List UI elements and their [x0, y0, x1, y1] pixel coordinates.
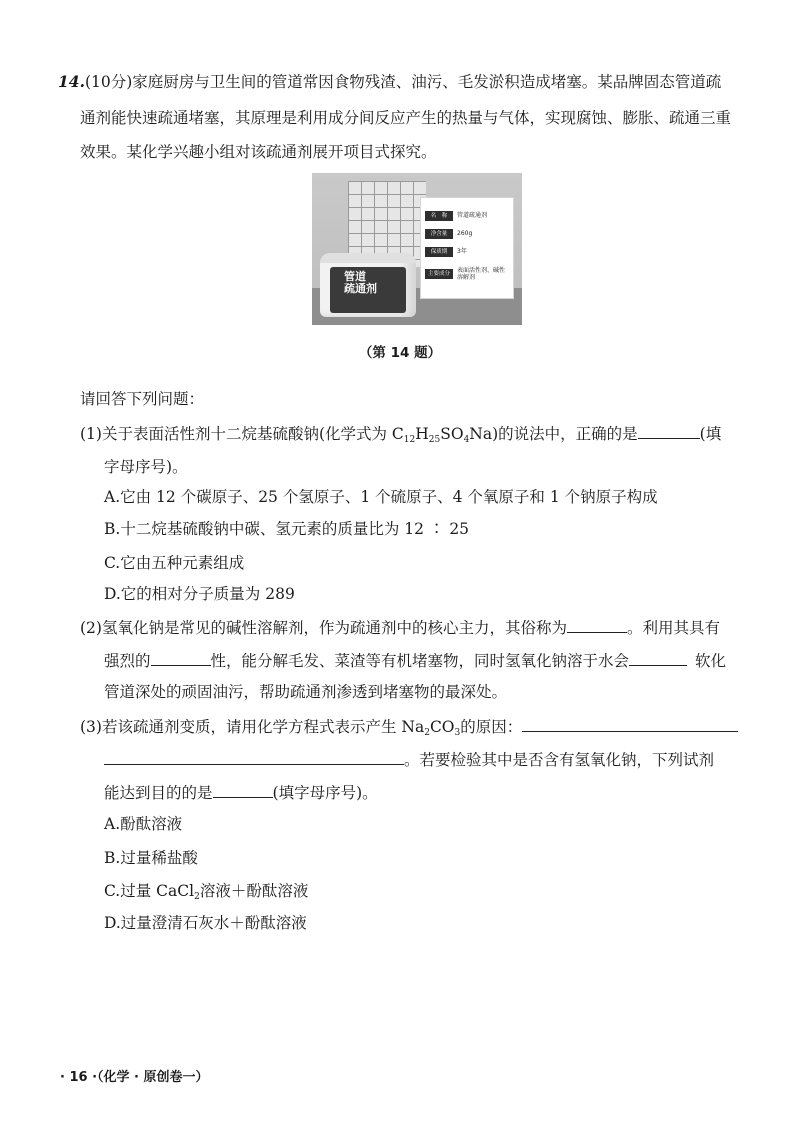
subscript: 4 [463, 435, 470, 445]
q1-text: SO [440, 425, 464, 443]
q2-blank-property[interactable] [151, 647, 211, 666]
q2-line-1 [80, 614, 720, 638]
jar-text-line-1: 管道 [344, 270, 366, 283]
subscript: 3 [454, 728, 461, 738]
card-value: 表面活性剂、碱性溶解剂 [457, 267, 506, 281]
q3-line-3 [104, 779, 378, 803]
q1-answer-blank[interactable] [638, 420, 700, 439]
q3-text: 。若要检验其中是否含有氢氧化钠，下列试剂 [404, 751, 715, 769]
card-row-name [425, 210, 487, 221]
q3-text: (填字母序号)。 [272, 784, 378, 802]
subscript: 2 [194, 892, 200, 902]
q1-option-a: A.它由 12 个碳原子、25 个氢原子、1 个硫原子、4 个氧原子和 1 个钠原子构成 [104, 488, 658, 506]
q3-text: 能达到目的的是 [104, 784, 213, 802]
card-row-weight [425, 228, 472, 239]
q3-line-2 [104, 746, 714, 770]
question-points: (10分) [84, 73, 133, 91]
question-number: 14. [58, 72, 85, 91]
q3-text: (3)若该疏通剂变质，请用化学方程式表示产生 Na [80, 718, 425, 736]
q2-text: 性，能分解毛发、菜渣等有机堵塞物，同时氢氧化钠溶于水会 [210, 652, 630, 670]
jar-text-line-2: 疏通剂 [344, 282, 377, 295]
q3-equation-blank-2[interactable] [104, 746, 404, 765]
card-value: 管道疏通剂 [457, 212, 488, 219]
card-key: 净含量 [425, 229, 453, 239]
q1-text: H [415, 425, 429, 443]
jar-label [330, 267, 406, 313]
card-key: 名 称 [425, 211, 453, 221]
card-row-shelf-life [425, 246, 467, 257]
q1-text: (1)关于表面活性剂十二烷基硫酸钠(化学式为 C [80, 425, 404, 443]
q3-equation-blank-1[interactable] [522, 713, 738, 732]
q3-option-d: D.过量澄清石灰水＋酚酞溶液 [104, 914, 307, 932]
q3-line-1 [80, 713, 738, 738]
q1-line-1 [80, 420, 721, 445]
q3-option-c [104, 879, 308, 902]
q3-option-b: B.过量稀盐酸 [104, 849, 198, 867]
q3-text: 溶液＋酚酞溶液 [199, 882, 309, 900]
q2-text: 软化 [695, 652, 727, 670]
subscript: 2 [424, 728, 430, 738]
jar-label-text [344, 271, 377, 295]
q1-option-c: C.它由五种元素组成 [104, 554, 245, 572]
q3-text: C.过量 CaCl [104, 882, 195, 900]
q3-option-a: A.酚酞溶液 [104, 815, 183, 833]
question-intro-line-1 [58, 70, 721, 92]
question-intro-line-3: 效果。某化学兴趣小组对该疏通剂展开项目式探究。 [80, 143, 437, 161]
q3-text: CO [429, 718, 455, 736]
q1-option-b: B.十二烷基硫酸钠中碳、氢元素的质量比为 12 ∶ 25 [104, 520, 470, 538]
q2-blank-common-name[interactable] [567, 614, 627, 633]
q2-text: (2)氢氧化钠是常见的碱性溶解剂，作为疏通剂中的核心主力，其俗称为 [80, 619, 567, 637]
q3-text: 的原因： [460, 718, 523, 736]
card-row-ingredients [425, 266, 509, 282]
card-value: 260g [457, 230, 473, 237]
q1-line-2: 字母序号)。 [104, 458, 188, 476]
product-info-card [420, 197, 514, 299]
q2-line-3: 管道深处的顽固油污，帮助疏通剂渗透到堵塞物的最深处。 [104, 683, 508, 701]
q2-line-2 [104, 647, 726, 671]
product-photo [312, 173, 522, 325]
intro-text-1: 家庭厨房与卫生间的管道常因食物残渣、油污、毛发淤积造成堵塞。某品牌固态管道疏 [132, 73, 722, 91]
q2-text: 。利用其具有 [626, 619, 720, 637]
card-value: 3年 [457, 248, 467, 255]
figure-caption: （第 14 题） [358, 345, 442, 361]
question-intro-line-2: 通剂能快速疏通堵塞，其原理是利用成分间反应产生的热量与气体，实现腐蚀、膨胀、疏通三重 [80, 109, 732, 127]
q2-text: 强烈的 [104, 652, 151, 670]
subscript: 25 [428, 435, 441, 445]
product-jar [320, 253, 416, 317]
page-footer: · 16 ·（化学 · 原创卷一） [60, 1070, 209, 1085]
jar-lid [320, 253, 416, 263]
q1-text: Na)的说法中，正确的是 [469, 425, 638, 443]
prompt-text: 请回答下列问题： [80, 390, 205, 408]
card-key: 主要成分 [425, 269, 453, 279]
q3-answer-blank[interactable] [213, 779, 273, 798]
card-key: 保质期 [425, 247, 453, 257]
q1-text: (填 [699, 425, 722, 443]
subscript: 12 [403, 435, 416, 445]
q2-blank-phenomenon[interactable] [629, 647, 687, 666]
q1-option-d: D.它的相对分子质量为 289 [104, 585, 295, 603]
